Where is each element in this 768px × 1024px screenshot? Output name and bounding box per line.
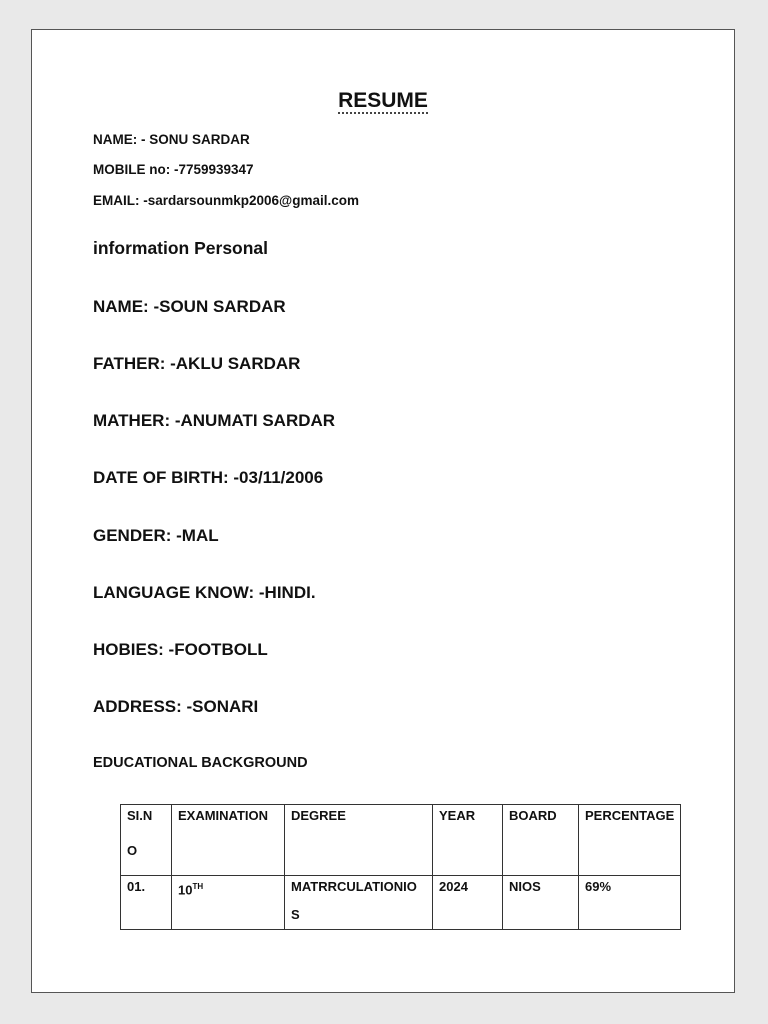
row-examination-base: 10 xyxy=(178,882,193,898)
header-sino-part2: O xyxy=(127,843,138,858)
header-percentage: PERCENTAGE xyxy=(579,805,681,876)
header-sino xyxy=(121,805,172,876)
header-examination: EXAMINATION xyxy=(172,805,285,876)
personal-language: LANGUAGE KNOW: -HINDI. xyxy=(93,583,316,602)
personal-father: FATHER: -AKLU SARDAR xyxy=(93,354,301,373)
table-row xyxy=(121,876,681,930)
row-percentage: 69% xyxy=(579,876,681,930)
personal-hobbies: HOBIES: -FOOTBOLL xyxy=(93,640,268,659)
education-table xyxy=(120,804,681,930)
contact-mobile: MOBILE no: -7759939347 xyxy=(93,162,254,177)
resume-title-text: RESUME xyxy=(338,89,428,112)
personal-name: NAME: -SOUN SARDAR xyxy=(93,297,286,316)
row-board: NIOS xyxy=(503,876,579,930)
personal-dob: DATE OF BIRTH: -03/11/2006 xyxy=(93,468,324,487)
resume-page xyxy=(31,29,735,993)
education-heading: EDUCATIONAL BACKGROUND xyxy=(93,755,308,771)
row-degree xyxy=(285,876,433,930)
personal-gender: GENDER: -MAL xyxy=(93,526,219,545)
row-examination xyxy=(172,876,285,930)
education-table-header-row xyxy=(121,805,681,876)
personal-mother: MATHER: -ANUMATI SARDAR xyxy=(93,411,336,430)
resume-title xyxy=(32,88,734,114)
header-degree: DEGREE xyxy=(285,805,433,876)
personal-info-heading: information Personal xyxy=(93,238,269,258)
personal-address: ADDRESS: -SONARI xyxy=(93,697,259,716)
row-examination-sup: TH xyxy=(192,882,204,891)
contact-email: EMAIL: -sardarsounmkp2006@gmail.com xyxy=(93,193,359,208)
header-sino-part1: SI.N xyxy=(127,808,153,823)
row-year: 2024 xyxy=(433,876,503,930)
contact-name: NAME: - SONU SARDAR xyxy=(93,132,250,147)
row-degree-part2: S xyxy=(291,907,300,922)
row-degree-part1: MATRRCULATIONIO xyxy=(291,879,417,894)
header-board: BOARD xyxy=(503,805,579,876)
header-year: YEAR xyxy=(433,805,503,876)
row-sino: 01. xyxy=(121,876,172,930)
